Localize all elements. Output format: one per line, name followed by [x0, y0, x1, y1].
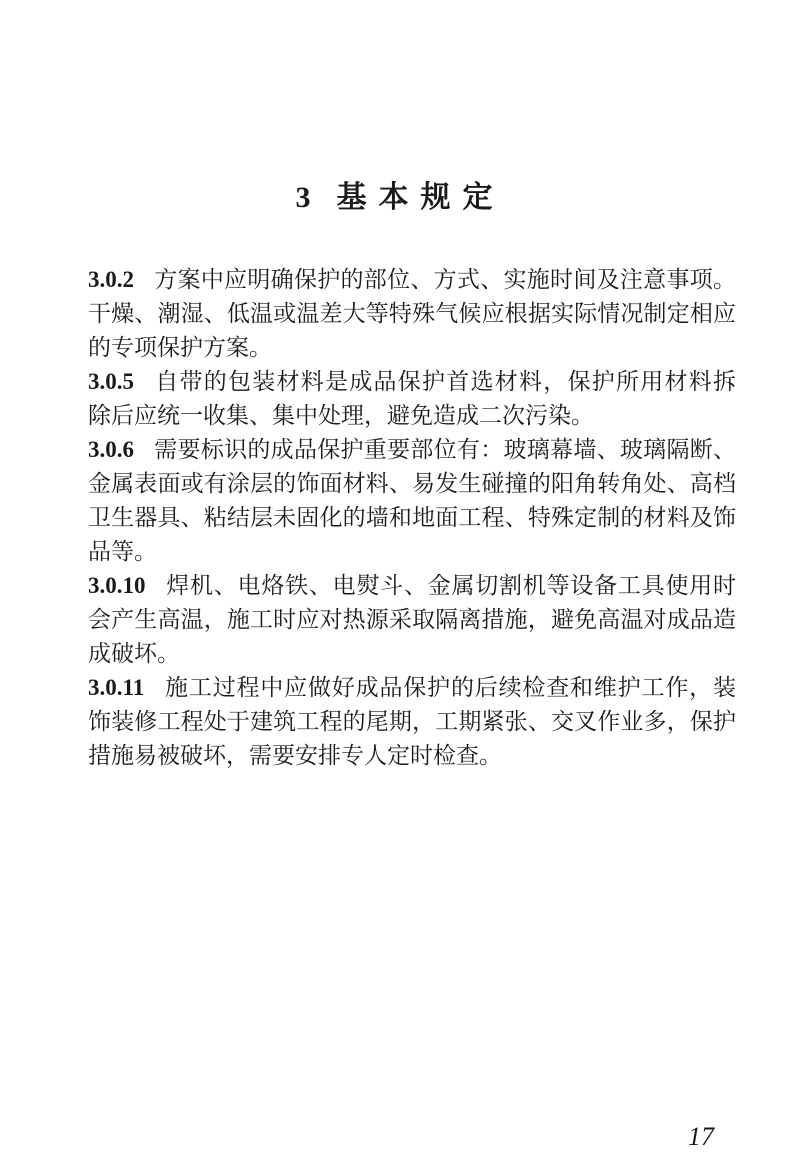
clause-number: 3.0.6: [88, 437, 134, 462]
clause-text: 的专项保护方案。: [88, 335, 272, 361]
clause-line: [88, 501, 736, 535]
clause-line: [88, 739, 736, 773]
clause-text: 自带的包装材料是成品保护首选材料，保护所用材料拆: [154, 369, 736, 395]
page-number: 17: [688, 1122, 714, 1151]
clause-text: 措施易被破坏，需要安排专人定时检查。: [88, 743, 502, 769]
clause-line: [88, 535, 736, 569]
clause: [88, 569, 736, 671]
clause: [88, 263, 736, 365]
clause-line: [88, 263, 736, 297]
chapter-heading: [0, 172, 800, 216]
clause-text: 卫生器具、粘结层未固化的墙和地面工程、特殊定制的材料及饰: [88, 505, 736, 531]
clause-text: 饰装修工程处于建筑工程的尾期，工期紧张、交叉作业多，保护: [88, 709, 736, 735]
clause-line: [88, 331, 736, 365]
clause-line: [88, 569, 736, 603]
clause-line: [88, 671, 736, 705]
clause-line: [88, 297, 736, 331]
clause-number: 3.0.10: [88, 573, 146, 598]
clause-text: 除后应统一收集、集中处理，避免造成二次污染。: [88, 403, 594, 429]
clause-text: 方案中应明确保护的部位、方式、实施时间及注意事项。: [154, 267, 736, 293]
clause-line: [88, 467, 736, 501]
clause-text: 施工过程中应做好成品保护的后续检查和维护工作，装: [164, 675, 736, 701]
clause-text: 成破坏。: [88, 641, 180, 667]
clause-text: 品等。: [88, 539, 157, 565]
clause-line: [88, 399, 736, 433]
clause-text: 干燥、潮湿、低温或温差大等特殊气候应根据实际情况制定相应: [88, 301, 736, 327]
chapter-number: 3: [295, 181, 323, 214]
clause: [88, 671, 736, 773]
clause-line: [88, 637, 736, 671]
clause-line: [88, 365, 736, 399]
clause-number: 3.0.2: [88, 267, 134, 292]
clause-line: [88, 433, 736, 467]
clause-list: [88, 263, 736, 773]
chapter-title: 基本规定: [336, 180, 505, 215]
clause-text: 金属表面或有涂层的饰面材料、易发生碰撞的阳角转角处、高档: [88, 471, 736, 497]
clause-line: [88, 603, 736, 637]
clause: [88, 433, 736, 569]
clause-text: 焊机、电烙铁、电熨斗、金属切割机等设备工具使用时: [165, 573, 736, 599]
clause-number: 3.0.11: [88, 675, 145, 700]
clause-number: 3.0.5: [88, 369, 134, 394]
clause: [88, 365, 736, 433]
clause-line: [88, 705, 736, 739]
clause-text: 会产生高温，施工时应对热源采取隔离措施，避免高温对成品造: [88, 607, 736, 633]
clause-text: 需要标识的成品保护重要部位有：玻璃幕墙、玻璃隔断、: [154, 437, 736, 463]
